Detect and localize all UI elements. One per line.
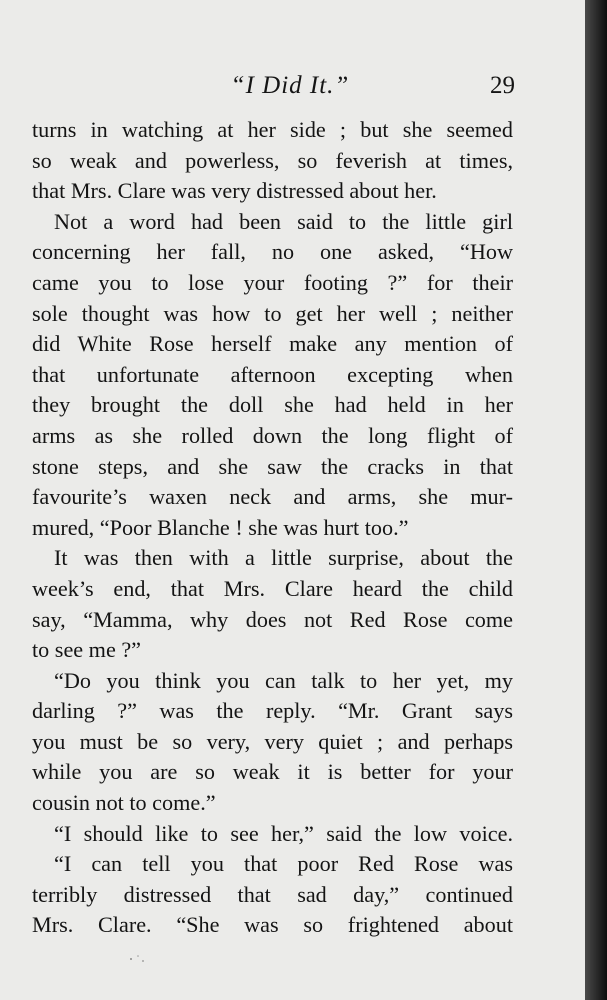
- speck: [142, 960, 144, 962]
- text-line: that unfortunate afternoon excepting when: [32, 361, 513, 387]
- text-line: Not a word had been said to the little girl: [54, 208, 513, 234]
- text-line: came you to lose your footing ?” for their: [32, 269, 513, 295]
- text-line: arms as she rolled down the long flight of: [32, 422, 513, 448]
- text-line: say, “Mamma, why does not Red Rose come: [32, 606, 513, 632]
- text-line: darling ?” was the reply. “Mr. Grant says: [32, 698, 513, 724]
- running-title: “I Did It.”: [230, 72, 350, 99]
- body-text: [32, 115, 513, 941]
- text-line: week’s end, that Mrs. Clare heard the child: [32, 575, 513, 601]
- text-line: “I can tell you that poor Red Rose was: [54, 851, 513, 877]
- text-line: terribly distressed that sad day,” continued: [32, 881, 513, 907]
- text-line: turns in watching at her side ; but she seemed: [32, 117, 513, 142]
- text-line: “Do you think you can talk to her yet, my: [54, 667, 513, 693]
- text-line: stone steps, and she saw the cracks in that: [32, 453, 513, 479]
- speck: [130, 958, 132, 960]
- text-line: that Mrs. Clare was very distressed about her.: [32, 178, 437, 204]
- text-line: they brought the doll she had held in her: [32, 392, 513, 418]
- text-line: did White Rose herself make any mention of: [32, 331, 513, 357]
- page-header: [0, 72, 585, 108]
- text-line: mured, “Poor Blanche ! she was hurt too.”: [32, 514, 409, 540]
- text-line: cousin not to come.”: [32, 790, 216, 816]
- page-number: 29: [490, 72, 515, 99]
- text-line: you must be so very, very quiet ; and perhaps: [32, 728, 513, 754]
- page-edge-shadow: [585, 0, 607, 1000]
- speck: [137, 955, 139, 957]
- text-line: concerning her fall, no one asked, “How: [32, 239, 513, 265]
- text-line: so weak and powerless, so feverish at times,: [32, 147, 513, 173]
- text-line: It was then with a little surprise, about the: [54, 545, 513, 571]
- paper-specks: [125, 950, 155, 966]
- text-line: favourite’s waxen neck and arms, she mur-: [32, 484, 513, 510]
- text-line: “I should like to see her,” said the low voice.: [54, 820, 513, 846]
- text-line: to see me ?”: [32, 637, 142, 663]
- text-line: Mrs. Clare. “She was so frightened about: [32, 912, 513, 938]
- text-line: while you are so weak it is better for your: [32, 759, 513, 785]
- text-line: sole thought was how to get her well ; neither: [32, 300, 513, 326]
